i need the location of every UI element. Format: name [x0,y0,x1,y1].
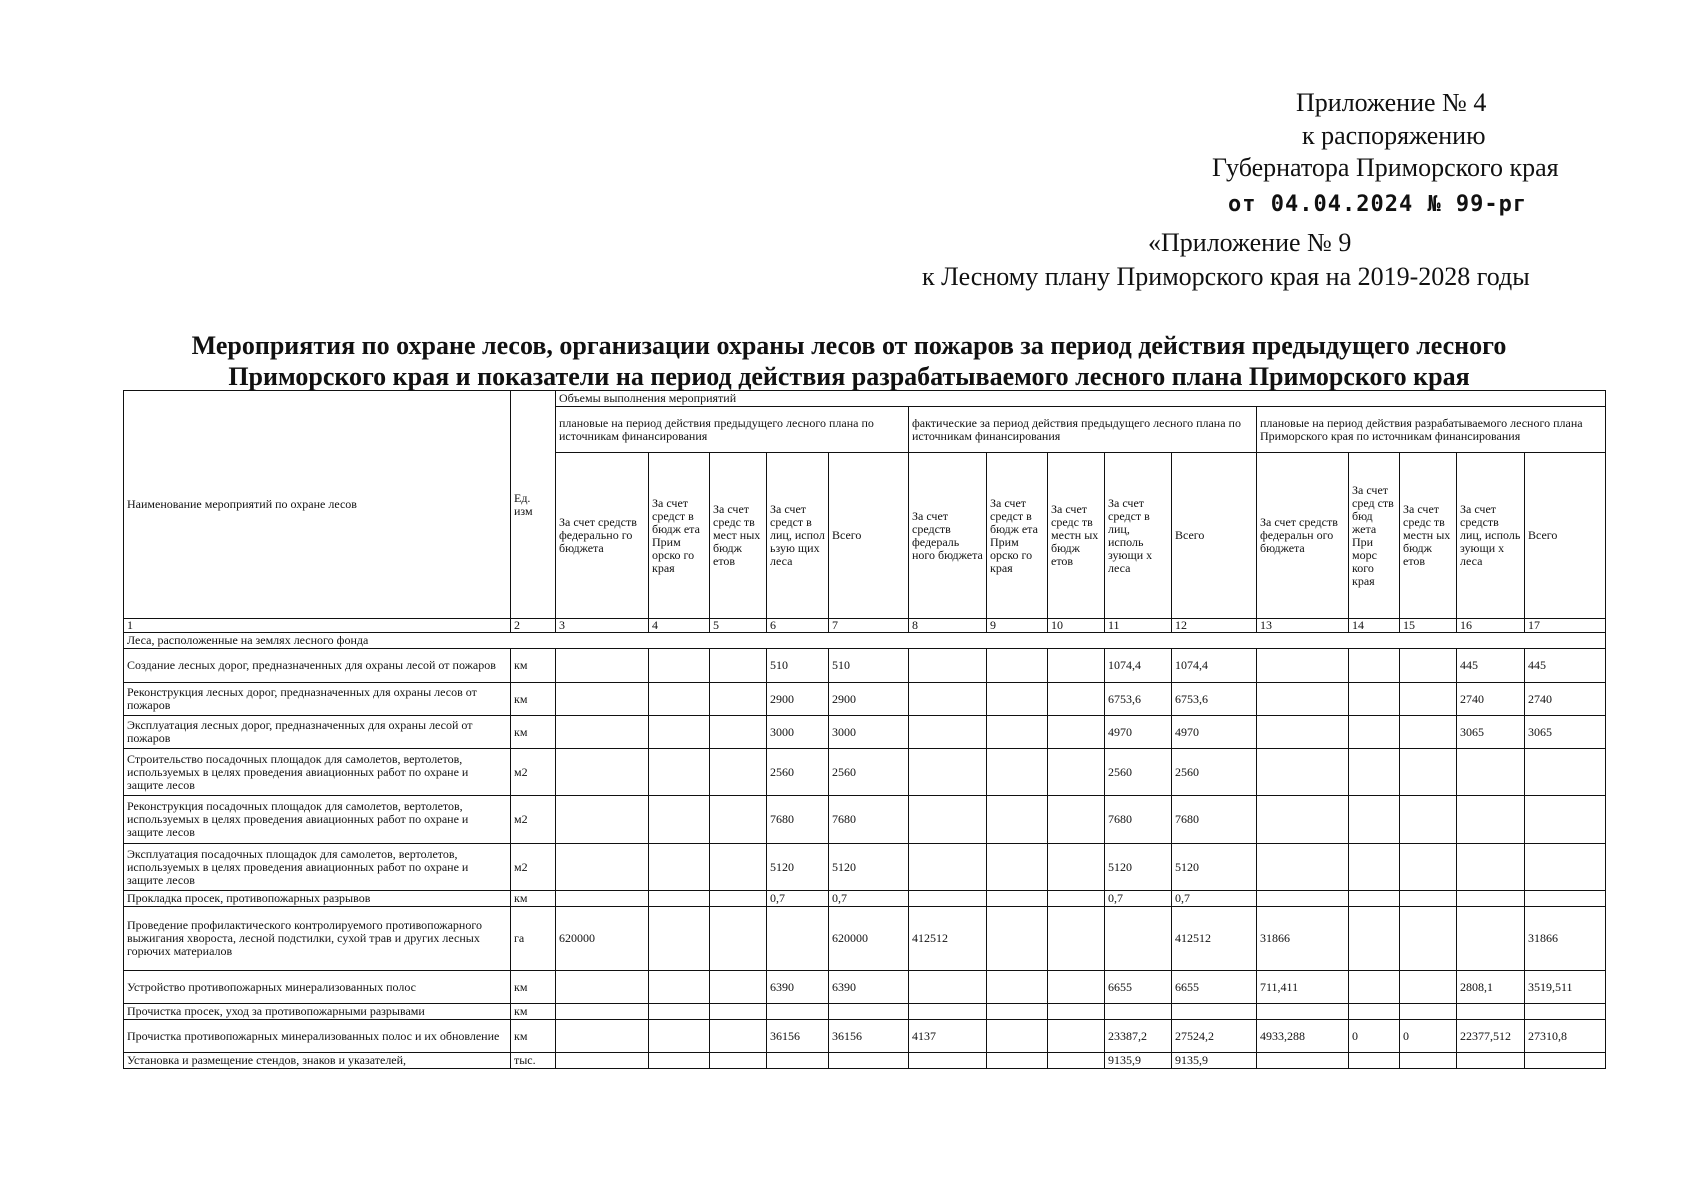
value-cell [649,1004,710,1020]
value-cell [1257,749,1349,796]
value-cell [1525,891,1606,907]
col-number: 5 [710,619,767,633]
col-number: 8 [909,619,987,633]
value-cell [710,1053,767,1069]
value-cell [987,649,1048,683]
value-cell [1400,1004,1457,1020]
sub-header-4: За счет средст в бюдж ета Прим орско го края [649,453,710,619]
value-cell [767,907,829,971]
measure-name: Строительство посадочных площадок для самолетов, вертолетов, используемых в целях проведения авиационных работ по охране и защите лесов [124,749,511,796]
value-cell [1349,749,1400,796]
sub-header-9: За счет средст в бюдж ета Прим орско го края [987,453,1048,619]
table-row [124,844,1606,891]
value-cell: 31866 [1525,907,1606,971]
value-cell [1525,1053,1606,1069]
value-cell [1400,971,1457,1004]
value-cell: 5120 [829,844,909,891]
value-cell [987,891,1048,907]
value-cell: 3065 [1525,716,1606,749]
value-cell: 4970 [1172,716,1257,749]
measure-unit: км [511,971,556,1004]
col-header-unit: Ед. изм [511,391,556,619]
measure-unit: км [511,683,556,716]
title-line-2: Приморского края и показатели на период действия разрабатываемого лесного плана Приморского края [228,362,1470,391]
value-cell [909,844,987,891]
value-cell [1457,796,1525,844]
value-cell [1400,907,1457,971]
appendix-number: Приложение № 4 [1296,88,1487,117]
value-cell [1048,716,1105,749]
value-cell: 4137 [909,1020,987,1053]
appendix-9-title: «Приложение № 9 [1148,228,1352,257]
title-line-1: Мероприятия по охране лесов, организации охраны лесов от пожаров за период действия предыдущего лесного [191,331,1507,360]
value-cell [1400,844,1457,891]
value-cell [649,749,710,796]
order-date: от 04.04.2024 № 99-рг [1228,192,1528,217]
value-cell [710,844,767,891]
col-number: 2 [511,619,556,633]
measure-unit: м2 [511,749,556,796]
value-cell [1257,716,1349,749]
section-title: Леса, расположенные на землях лесного фонда [124,633,1606,649]
sub-header-14: За счет сред ств бюд жета При морс кого края [1349,453,1400,619]
value-cell [556,716,649,749]
measure-name: Установка и размещение стендов, знаков и указателей, [124,1053,511,1069]
value-cell [1525,749,1606,796]
measure-unit: км [511,649,556,683]
value-cell: 3000 [767,716,829,749]
value-cell: 4970 [1105,716,1172,749]
value-cell: 5120 [1105,844,1172,891]
sub-header-15: За счет средс тв местн ых бюдж етов [1400,453,1457,619]
value-cell [556,1053,649,1069]
sub-header-5: За счет средс тв мест ных бюдж етов [710,453,767,619]
value-cell [1257,891,1349,907]
table-row [124,749,1606,796]
value-cell [556,844,649,891]
value-cell [556,891,649,907]
volumes-header: Объемы выполнения мероприятий [556,391,1606,407]
value-cell [710,1020,767,1053]
value-cell: 445 [1525,649,1606,683]
value-cell [909,891,987,907]
value-cell [649,907,710,971]
value-cell [649,1053,710,1069]
value-cell [1048,796,1105,844]
value-cell [649,683,710,716]
sub-header-6: За счет средст в лиц, испол ьзую щих леса [767,453,829,619]
value-cell [649,649,710,683]
measure-unit: км [511,1020,556,1053]
value-cell [1048,1004,1105,1020]
value-cell [987,683,1048,716]
value-cell [1048,1020,1105,1053]
value-cell [1048,749,1105,796]
sub-header-11: За счет средст в лиц, исполь зующи х леса [1105,453,1172,619]
value-cell [710,683,767,716]
measure-unit: м2 [511,796,556,844]
value-cell [1349,649,1400,683]
col-number: 4 [649,619,710,633]
value-cell: 23387,2 [1105,1020,1172,1053]
value-cell [1257,1004,1349,1020]
measure-name: Реконструкция лесных дорог, предназначенных для охраны лесов от пожаров [124,683,511,716]
value-cell [556,796,649,844]
value-cell: 1074,4 [1105,649,1172,683]
col-number: 6 [767,619,829,633]
sub-header-10: За счет средс тв местн ых бюдж етов [1048,453,1105,619]
value-cell: 2560 [767,749,829,796]
value-cell [1400,796,1457,844]
value-cell [909,716,987,749]
value-cell [1172,1004,1257,1020]
value-cell [1349,1053,1400,1069]
value-cell [1457,844,1525,891]
value-cell: 36156 [829,1020,909,1053]
table-row [124,971,1606,1004]
value-cell [1400,649,1457,683]
value-cell: 0,7 [767,891,829,907]
value-cell: 9135,9 [1172,1053,1257,1069]
value-cell [710,907,767,971]
value-cell [829,1004,909,1020]
value-cell [1048,1053,1105,1069]
value-cell [556,1020,649,1053]
col-number: 9 [987,619,1048,633]
value-cell [987,796,1048,844]
value-cell [1257,683,1349,716]
value-cell [1257,844,1349,891]
value-cell [1048,649,1105,683]
value-cell [1048,971,1105,1004]
col-number: 1 [124,619,511,633]
value-cell: 510 [767,649,829,683]
value-cell [909,683,987,716]
value-cell [1048,907,1105,971]
value-cell [1349,844,1400,891]
value-cell [556,649,649,683]
value-cell [556,683,649,716]
value-cell [1349,716,1400,749]
value-cell: 2740 [1457,683,1525,716]
measure-name: Прокладка просек, противопожарных разрывов [124,891,511,907]
table-row [124,649,1606,683]
value-cell [1349,796,1400,844]
measure-name: Прочистка противопожарных минерализованных полос и их обновление [124,1020,511,1053]
value-cell: 4933,288 [1257,1020,1349,1053]
value-cell: 2808,1 [1457,971,1525,1004]
value-cell: 7680 [829,796,909,844]
value-cell: 6390 [767,971,829,1004]
value-cell [1525,844,1606,891]
group-header-planned-previous: плановые на период действия предыдущего лесного плана по источникам финансирования [556,407,909,453]
value-cell: 0 [1349,1020,1400,1053]
sub-header-17: Всего [1525,453,1606,619]
value-cell [1525,1004,1606,1020]
value-cell: 27524,2 [1172,1020,1257,1053]
value-cell [1257,1053,1349,1069]
table-row [124,907,1606,971]
sub-header-16: За счет средств лиц, исполь зующи х леса [1457,453,1525,619]
value-cell: 412512 [1172,907,1257,971]
measure-name: Реконструкция посадочных площадок для самолетов, вертолетов, используемых в целях проведения авиационных работ по охране и защите лесов [124,796,511,844]
value-cell [1105,907,1172,971]
value-cell [987,907,1048,971]
table-row [124,1004,1606,1020]
value-cell [556,749,649,796]
value-cell [1257,796,1349,844]
value-cell [909,796,987,844]
measure-unit: тыс. [511,1053,556,1069]
value-cell [1048,683,1105,716]
measure-name: Эксплуатация лесных дорог, предназначенных для охраны лесой от пожаров [124,716,511,749]
col-number: 12 [1172,619,1257,633]
value-cell [1400,891,1457,907]
order-reference: к распоряжению [1302,121,1486,150]
value-cell: 620000 [556,907,649,971]
value-cell: 5120 [1172,844,1257,891]
table-row [124,891,1606,907]
value-cell [1400,716,1457,749]
value-cell: 0 [1400,1020,1457,1053]
measure-name: Прочистка просек, уход за противопожарными разрывами [124,1004,511,1020]
value-cell: 7680 [767,796,829,844]
value-cell: 9135,9 [1105,1053,1172,1069]
value-cell [710,749,767,796]
value-cell: 0,7 [829,891,909,907]
value-cell [556,971,649,1004]
value-cell [1457,891,1525,907]
measure-name: Создание лесных дорог, предназначенных для охраны лесой от пожаров [124,649,511,683]
value-cell [987,844,1048,891]
value-cell [710,716,767,749]
value-cell: 6655 [1172,971,1257,1004]
value-cell [1457,1004,1525,1020]
value-cell [1400,749,1457,796]
value-cell: 6753,6 [1105,683,1172,716]
value-cell [987,1020,1048,1053]
sub-header-13: За счет средств федерaльн ого бюджета [1257,453,1349,619]
measure-name: Эксплуатация посадочных площадок для самолетов, вертолетов, используемых в целях проведения авиационных работ по охране и защите лесов [124,844,511,891]
value-cell [1525,796,1606,844]
col-number: 10 [1048,619,1105,633]
value-cell: 7680 [1172,796,1257,844]
value-cell: 2740 [1525,683,1606,716]
value-cell [649,1020,710,1053]
value-cell [1457,749,1525,796]
value-cell: 5120 [767,844,829,891]
forest-plan-reference: к Лесному плану Приморского края на 2019-2028 годы [922,262,1530,291]
value-cell: 2900 [829,683,909,716]
value-cell [987,1004,1048,1020]
value-cell: 510 [829,649,909,683]
value-cell: 22377,512 [1457,1020,1525,1053]
value-cell: 0,7 [1105,891,1172,907]
value-cell: 6390 [829,971,909,1004]
value-cell [1349,971,1400,1004]
value-cell [649,844,710,891]
value-cell [767,1004,829,1020]
value-cell: 1074,4 [1172,649,1257,683]
value-cell [909,1053,987,1069]
col-number: 15 [1400,619,1457,633]
value-cell [649,971,710,1004]
value-cell [909,649,987,683]
value-cell: 0,7 [1172,891,1257,907]
col-number: 17 [1525,619,1606,633]
measures-table [123,390,1606,1069]
value-cell [987,749,1048,796]
value-cell: 711,411 [1257,971,1349,1004]
value-cell: 2560 [829,749,909,796]
col-number: 13 [1257,619,1349,633]
measure-name: Проведение профилактического контролируемого противопожарного выжигания хвороста, лесной подстилки, сухой трав и других лесных горючих материалов [124,907,511,971]
value-cell: 3000 [829,716,909,749]
value-cell [909,971,987,1004]
table-row [124,716,1606,749]
value-cell [767,1053,829,1069]
value-cell [1349,1004,1400,1020]
value-cell: 36156 [767,1020,829,1053]
value-cell [1457,1053,1525,1069]
value-cell: 27310,8 [1525,1020,1606,1053]
col-number: 3 [556,619,649,633]
measure-unit: км [511,716,556,749]
value-cell [710,971,767,1004]
value-cell: 2560 [1105,749,1172,796]
table-row [124,683,1606,716]
value-cell [1105,1004,1172,1020]
value-cell [829,1053,909,1069]
value-cell [1457,907,1525,971]
value-cell: 620000 [829,907,909,971]
value-cell [1400,1053,1457,1069]
measure-unit: км [511,1004,556,1020]
value-cell [1349,891,1400,907]
value-cell [649,891,710,907]
value-cell [649,796,710,844]
table-row [124,1053,1606,1069]
value-cell [1257,649,1349,683]
value-cell [710,796,767,844]
measure-unit: м2 [511,844,556,891]
value-cell [1349,907,1400,971]
sub-header-7: Всего [829,453,909,619]
value-cell: 7680 [1105,796,1172,844]
value-cell [710,649,767,683]
value-cell [710,1004,767,1020]
value-cell: 6753,6 [1172,683,1257,716]
document-title [0,330,1698,392]
sub-header-12: Всего [1172,453,1257,619]
table-row [124,1020,1606,1053]
col-number: 16 [1457,619,1525,633]
value-cell: 2900 [767,683,829,716]
value-cell [1048,844,1105,891]
table-row [124,796,1606,844]
value-cell [987,971,1048,1004]
value-cell: 445 [1457,649,1525,683]
sub-header-8: За счет средств федераль ного бюджета [909,453,987,619]
value-cell [987,1053,1048,1069]
value-cell: 31866 [1257,907,1349,971]
value-cell [909,1004,987,1020]
sub-header-3: За счет средств федерально го бюджета [556,453,649,619]
value-cell [1400,683,1457,716]
value-cell [649,716,710,749]
value-cell [556,1004,649,1020]
value-cell: 3519,511 [1525,971,1606,1004]
measure-unit: км [511,891,556,907]
value-cell: 412512 [909,907,987,971]
value-cell [987,716,1048,749]
group-header-actual-previous: фактические за период действия предыдущего лесного плана по источникам финансирования [909,407,1257,453]
value-cell [710,891,767,907]
value-cell [1048,891,1105,907]
value-cell: 3065 [1457,716,1525,749]
value-cell: 6655 [1105,971,1172,1004]
governor-reference: Губернатора Приморского края [1212,153,1559,182]
value-cell: 2560 [1172,749,1257,796]
col-header-name: Наименование мероприятий по охране лесов [124,391,511,619]
measure-name: Устройство противопожарных минерализованных полос [124,971,511,1004]
col-number: 11 [1105,619,1172,633]
group-header-planned-new: плановые на период действия разрабатываемого лесного плана Приморского края по источникам финансирования [1257,407,1606,453]
col-number: 7 [829,619,909,633]
value-cell [909,749,987,796]
measure-unit: га [511,907,556,971]
col-number: 14 [1349,619,1400,633]
value-cell [1349,683,1400,716]
